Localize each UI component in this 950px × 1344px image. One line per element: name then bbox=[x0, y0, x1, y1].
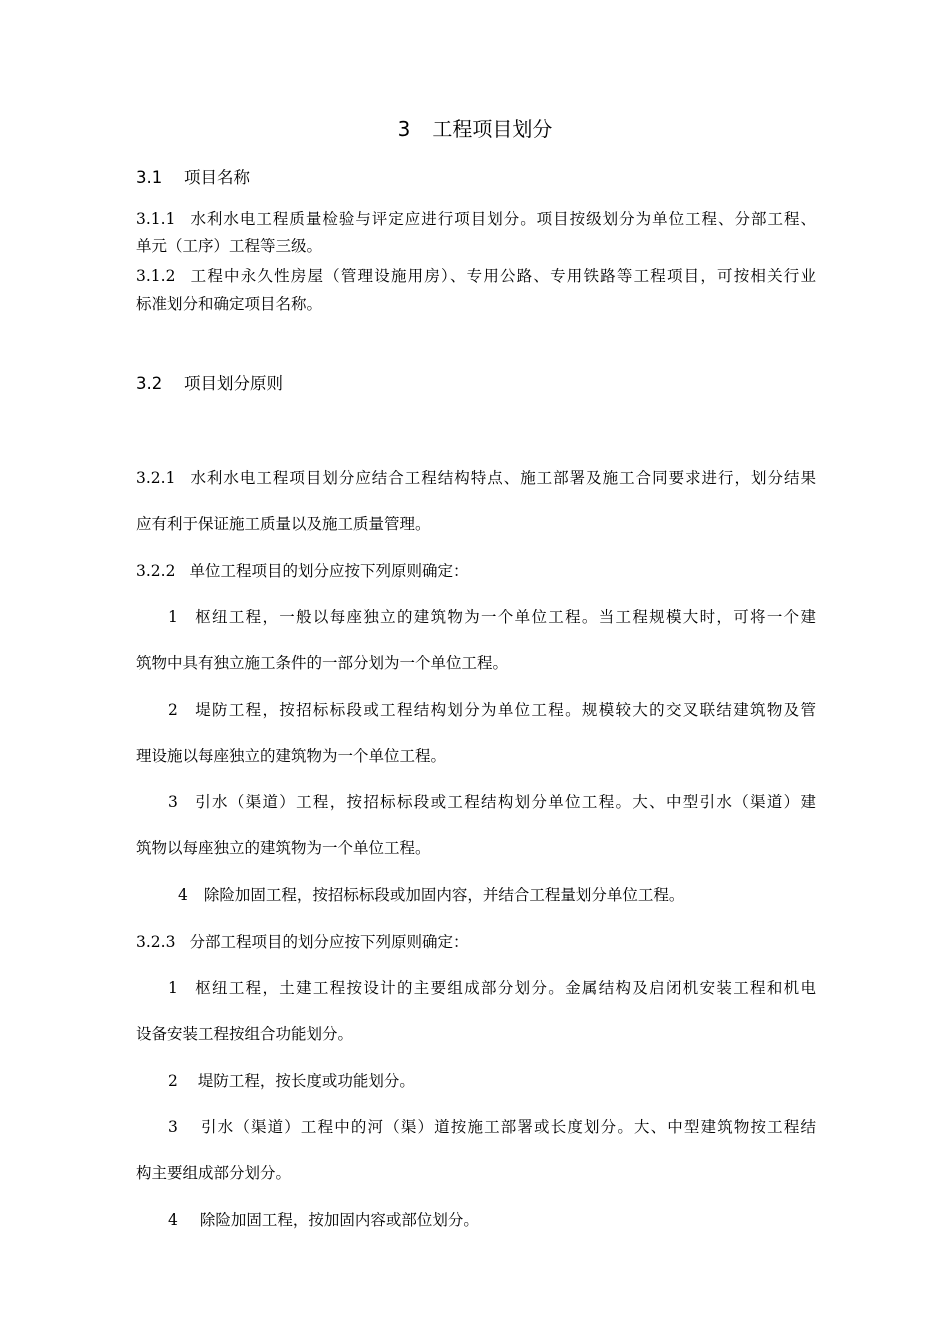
item-text: 除险加固工程，按招标标段或加固内容，并结合工程量划分单位工程。 bbox=[203, 886, 685, 904]
clause-number: 3.2.3 bbox=[136, 933, 176, 951]
item-number: 4 bbox=[168, 1211, 178, 1229]
paragraph-3-2-3-lead bbox=[136, 932, 468, 952]
paragraph-3-1-1-line2: 单元（工序）工程等三级。 bbox=[136, 237, 323, 255]
item-3-2-2-1-line1 bbox=[168, 607, 816, 627]
item-3-2-2-2-line2: 理设施以每座独立的建筑物为一个单位工程。 bbox=[136, 747, 447, 765]
paragraph-text: 水利水电工程项目划分应结合工程结构特点、施工部署及施工合同要求进行，划分结果 bbox=[189, 469, 816, 487]
item-number: 4 bbox=[178, 886, 188, 904]
item-number: 2 bbox=[168, 1072, 178, 1090]
item-3-2-2-3-line1 bbox=[168, 792, 816, 812]
item-text: 枢纽工程，一般以每座独立的建筑物为一个单位工程。当工程规模大时，可将一个建 bbox=[193, 608, 816, 626]
item-3-2-3-3-line1 bbox=[168, 1117, 816, 1137]
item-text: 堤防工程，按招标标段或工程结构划分为单位工程。规模较大的交叉联结建筑物及管 bbox=[193, 701, 816, 719]
item-text: 堤防工程，按长度或功能划分。 bbox=[197, 1072, 415, 1090]
paragraph-3-2-2-lead bbox=[136, 561, 468, 581]
paragraph-3-1-2-line2: 标准划分和确定项目名称。 bbox=[136, 295, 323, 313]
paragraph-text: 分部工程项目的划分应按下列原则确定： bbox=[189, 933, 469, 951]
item-3-2-3-1-line2: 设备安装工程按组合功能划分。 bbox=[136, 1025, 354, 1043]
paragraph-3-1-2-line1 bbox=[136, 266, 816, 286]
section-title: 项目名称 bbox=[184, 168, 250, 187]
item-text: 除险加固工程，按加固内容或部位划分。 bbox=[199, 1211, 479, 1229]
clause-number: 3.1.2 bbox=[136, 267, 176, 285]
item-number: 2 bbox=[168, 701, 178, 719]
item-3-2-2-2-line1 bbox=[168, 700, 816, 720]
item-text: 引水（渠道）工程中的河（渠）道按施工部署或长度划分。大、中型建筑物按工程结 bbox=[199, 1118, 816, 1136]
item-text: 引水（渠道）工程，按招标标段或工程结构划分单位工程。大、中型引水（渠道）建 bbox=[193, 793, 816, 811]
clause-number: 3.1.1 bbox=[136, 210, 176, 228]
item-3-2-3-4-line1 bbox=[168, 1210, 479, 1230]
item-3-2-3-2-line1 bbox=[168, 1071, 415, 1091]
chapter-title bbox=[0, 116, 950, 142]
paragraph-3-1-1-line1 bbox=[136, 209, 816, 229]
section-title: 项目划分原则 bbox=[184, 374, 283, 393]
item-text: 枢纽工程，土建工程按设计的主要组成部分划分。金属结构及启闭机安装工程和机电 bbox=[193, 979, 816, 997]
paragraph-text: 水利水电工程质量检验与评定应进行项目划分。项目按级划分为单位工程、分部工程、 bbox=[189, 210, 816, 228]
paragraph-3-2-1-line1 bbox=[136, 468, 816, 488]
item-3-2-2-4-line1 bbox=[178, 885, 684, 905]
chapter-number: 3 bbox=[397, 117, 411, 141]
paragraph-text: 工程中永久性房屋（管理设施用房）、专用公路、专用铁路等工程项目，可按相关行业 bbox=[189, 267, 816, 285]
section-heading-3-1 bbox=[136, 167, 250, 189]
item-3-2-3-3-line2: 构主要组成部分划分。 bbox=[136, 1164, 292, 1182]
item-number: 1 bbox=[168, 608, 178, 626]
section-heading-3-2 bbox=[136, 373, 283, 395]
clause-number: 3.2.2 bbox=[136, 562, 176, 580]
paragraph-text: 单位工程项目的划分应按下列原则确定： bbox=[189, 562, 469, 580]
paragraph-3-2-1-line2: 应有利于保证施工质量以及施工质量管理。 bbox=[136, 515, 431, 533]
item-number: 3 bbox=[168, 1118, 178, 1136]
item-number: 1 bbox=[168, 979, 178, 997]
item-3-2-3-1-line1 bbox=[168, 978, 816, 998]
item-3-2-2-3-line2: 筑物以每座独立的建筑物为一个单位工程。 bbox=[136, 839, 431, 857]
clause-number: 3.2.1 bbox=[136, 469, 176, 487]
chapter-title-text: 工程项目划分 bbox=[432, 117, 553, 141]
item-number: 3 bbox=[168, 793, 178, 811]
item-3-2-2-1-line2: 筑物中具有独立施工条件的一部分划为一个单位工程。 bbox=[136, 654, 509, 672]
section-number: 3.2 bbox=[136, 374, 163, 393]
section-number: 3.1 bbox=[136, 168, 163, 187]
